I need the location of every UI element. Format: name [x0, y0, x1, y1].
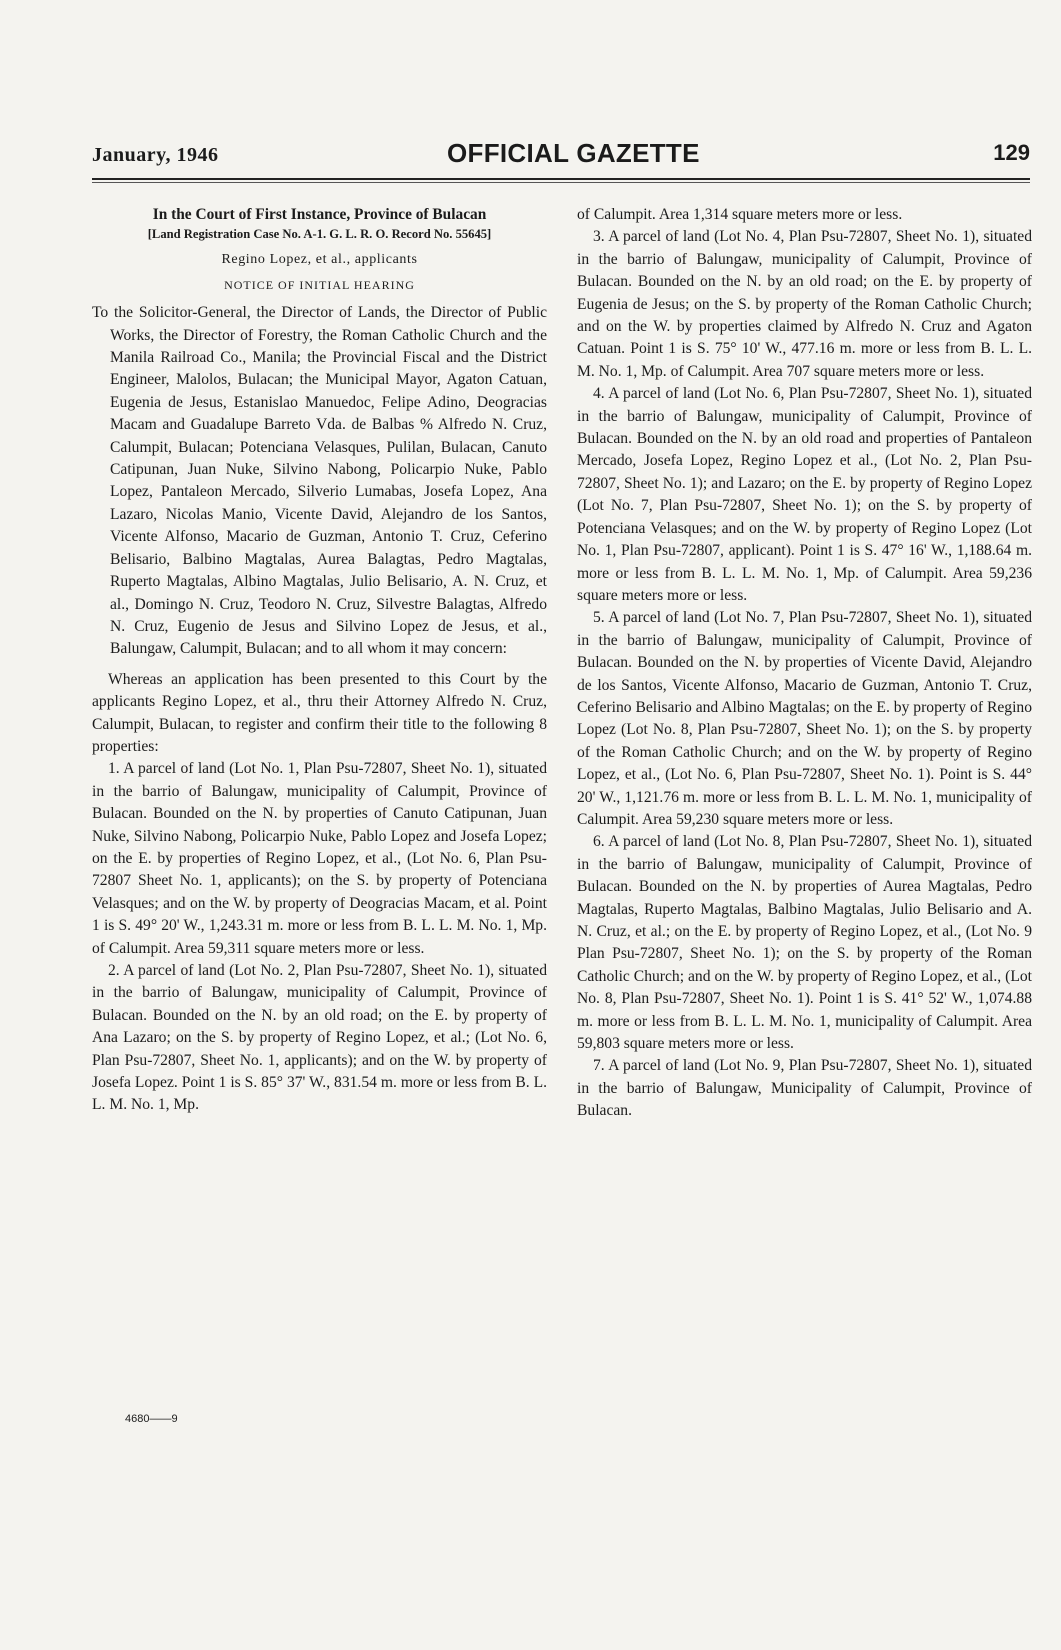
whereas-paragraph: Whereas an application has been presented to this Court by the applicants Regino Lopez, et al., thru their Attorney Alfredo N. Cruz, Calumpit, Bulacan, to register and confirm their title to the following 8 properties: — [92, 670, 547, 755]
header-rule — [92, 178, 1030, 180]
right-column — [577, 204, 1032, 1123]
parcel-2-paragraph: 2. A parcel of land (Lot No. 2, Plan Psu-72807, Sheet No. 1), situated in the barrio of Balungaw, municipality of Calumpit, Province of Bulacan. Bounded on the N. by an old road; on the E. by property of Ana Lazaro; on the S. by property of Regino Lopez, et al.; (Lot No. 6, Plan Psu-72807, Sheet No. 1, applicants); and on the W. by property of Josefa Lopez. Point 1 is S. 85° 37' W., 831.54 m. more or less from B. L. L. M. No. 1, Mp. — [92, 962, 547, 1114]
page-header — [92, 138, 1030, 172]
left-column — [92, 204, 547, 1117]
parcel-3-paragraph: 3. A parcel of land (Lot No. 4, Plan Psu-72807, Sheet No. 1), situated in the barrio of Balungaw, municipality of Calumpit, Province of Bulacan. Bounded on the N. by an old road; on the E. by property of Eugenia de Jesus; on the S. by property of the Roman Catholic Church; and on the W. by properties claimed by Alfredo N. Cruz and Agaton Catuan. Point 1 is S. 75° 10' W., 477.16 m. more or less from B. L. L. M. No. 1, Mp. of Calumpit. Area 707 square meters more or less. — [577, 228, 1032, 380]
header-title: OFFICIAL GAZETTE — [447, 138, 700, 168]
header-rule-thin — [92, 182, 1030, 183]
printer-mark: 4680——9 — [125, 1413, 178, 1425]
parcel-2-continuation: of Calumpit. Area 1,314 square meters more or less. — [577, 206, 903, 223]
addressees-paragraph: To the Solicitor-General, the Director of Lands, the Director of Public Works, the Director of Forestry, the Roman Catholic Church and the Manila Railroad Co., Manila; the Provincial Fiscal and the District Engineer, Malolos, Bulacan; the Municipal Mayor, Agaton Catuan, Eugenia de Jesus, Estanislao Manuedoc, Felipe Adino, Deogracias Macam and Guadalupe Barreto Vda. de Balbas % Alfredo N. Cruz, Calumpit, Bulacan; Potenciana Velasques, Pulilan, Bulacan, Canuto Catipunan, Juan Nuke, Silvino Nabong, Policarpio Nuke, Pablo Lopez, Pantaleon Mercado, Silverio Lumabas, Josefa Lopez, Ana Lazaro, Nicolas Manio, Vicente David, Alejandro de los Santos, Vicente Alfonso, Macario de Guzman, Antonio T. Cruz, Ceferino Belisario, Balbino Magtalas, Aurea Balagtas, Pedro Magtalas, Ruperto Magtalas, Albino Magtalas, Julio Belisario, A. N. Cruz, et al., Domingo N. Cruz, Teodoro N. Cruz, Silvestre Balagtas, Alfredo N. Cruz, Eugenio de Jesus and Silvino Lopez de Jesus, et al., Balungaw, Calumpit, Bulacan; and to all whom it may concern: — [92, 304, 547, 658]
parcel-1-paragraph: 1. A parcel of land (Lot No. 1, Plan Psu-72807, Sheet No. 1), situated in the barrio of Balungaw, municipality of Calumpit, Province of Bulacan. Bounded on the N. by properties of Canuto Catipunan, Juan Nuke, Silvino Nabong, Policarpio Nuke, Pablo Lopez and Josefa Lopez; on the E. by properties of Regino Lopez, et al., (Lot No. 6, Plan Psu-72807 Sheet No. 1, applicants); on the S. by property of Potenciana Velasques; and on the W. by property of Deogracias Macam, et al. Point 1 is S. 49° 20' W., 1,243.31 m. more or less from B. L. L. M. No. 1, Mp. of Calumpit. Area 59,311 square meters more or less. — [92, 760, 547, 957]
case-reference: [Land Registration Case No. A-1. G. L. R. O. Record No. 55645] — [147, 227, 492, 242]
applicants-line: Regino Lopez, et al., applicants — [221, 252, 418, 268]
page-number: 129 — [993, 140, 1030, 165]
header-date: January, 1946 — [92, 144, 219, 166]
parcel-5-paragraph: 5. A parcel of land (Lot No. 7, Plan Psu-72807, Sheet No. 1), situated in the barrio of Balungaw, municipality of Calumpit, Province of Bulacan. Bounded on the N. by properties of Vicente David, Alejandro de los Santos, Vicente Alfonso, Macario de Guzman, Antonio T. Cruz, Ceferino Belisario and Albino Magtalas; on the E. by property of Regino Lopez (Lot No. 8, Plan Psu-72807, Sheet No. 1); on the S. by property of the Roman Catholic Church; and on the W. by property of Regino Lopez, et al., (Lot No. 6, Plan Psu-72807, Sheet No. 1). Point is S. 44° 20' W., 1,121.76 m. more or less from B. L. L. M. No. 1, municipality of Calumpit. Area 59,230 square meters more or less. — [577, 609, 1032, 828]
parcel-7-paragraph: 7. A parcel of land (Lot No. 9, Plan Psu-72807, Sheet No. 1), situated in the barrio of Balungaw, Municipality of Calumpit, Province of Bulacan. — [577, 1057, 1032, 1120]
court-title: In the Court of First Instance, Province of Bulacan — [152, 206, 487, 223]
parcel-4-paragraph: 4. A parcel of land (Lot No. 6, Plan Psu-72807, Sheet No. 1), situated in the barrio of Balungaw, municipality of Calumpit, Province of Bulacan. Bounded on the N. by an old road and properties of Pantaleon Mercado, Josefa Lopez, Regino Lopez et al., (Lot No. 2, Plan Psu-72807, Sheet No. 1); and Lazaro; on the E. by property of Regino Lopez (Lot No. 7, Plan Psu-72807, Sheet No. 1); on the S. by property of Potenciana Velasques; and on the W. by property of Regino Lopez (Lot No. 1, Plan Psu-72807, applicant). Point 1 is S. 47° 16' W., 1,188.64 m. more or less from B. L. L. M. No. 1, Mp. of Calumpit. Area 59,236 square meters more or less. — [577, 385, 1032, 604]
parcel-6-paragraph: 6. A parcel of land (Lot No. 8, Plan Psu-72807, Sheet No. 1), situated in the barrio of Balungaw, municipality of Calumpit, Province of Bulacan. Bounded on the N. by properties of Aurea Magtalas, Pedro Magtalas, Ruperto Magtalas, Balbino Magtalas, Julio Belisario and A. N. Cruz, et al.; on the E. by property of Regino Lopez, et al., (Lot No. 9 Plan Psu-72807, Sheet No. 1); on the S. by property of the Roman Catholic Church; and on the W. by property of Regino Lopez, et al., (Lot No. 8, Plan Psu-72807, Sheet No. 1). Point 1 is S. 41° 52' W., 1,074.88 m. more or less from B. L. L. M. No. 1, municipality of Calumpit. Area 59,803 square meters more or less. — [577, 833, 1032, 1053]
notice-heading: NOTICE OF INITIAL HEARING — [224, 277, 415, 292]
